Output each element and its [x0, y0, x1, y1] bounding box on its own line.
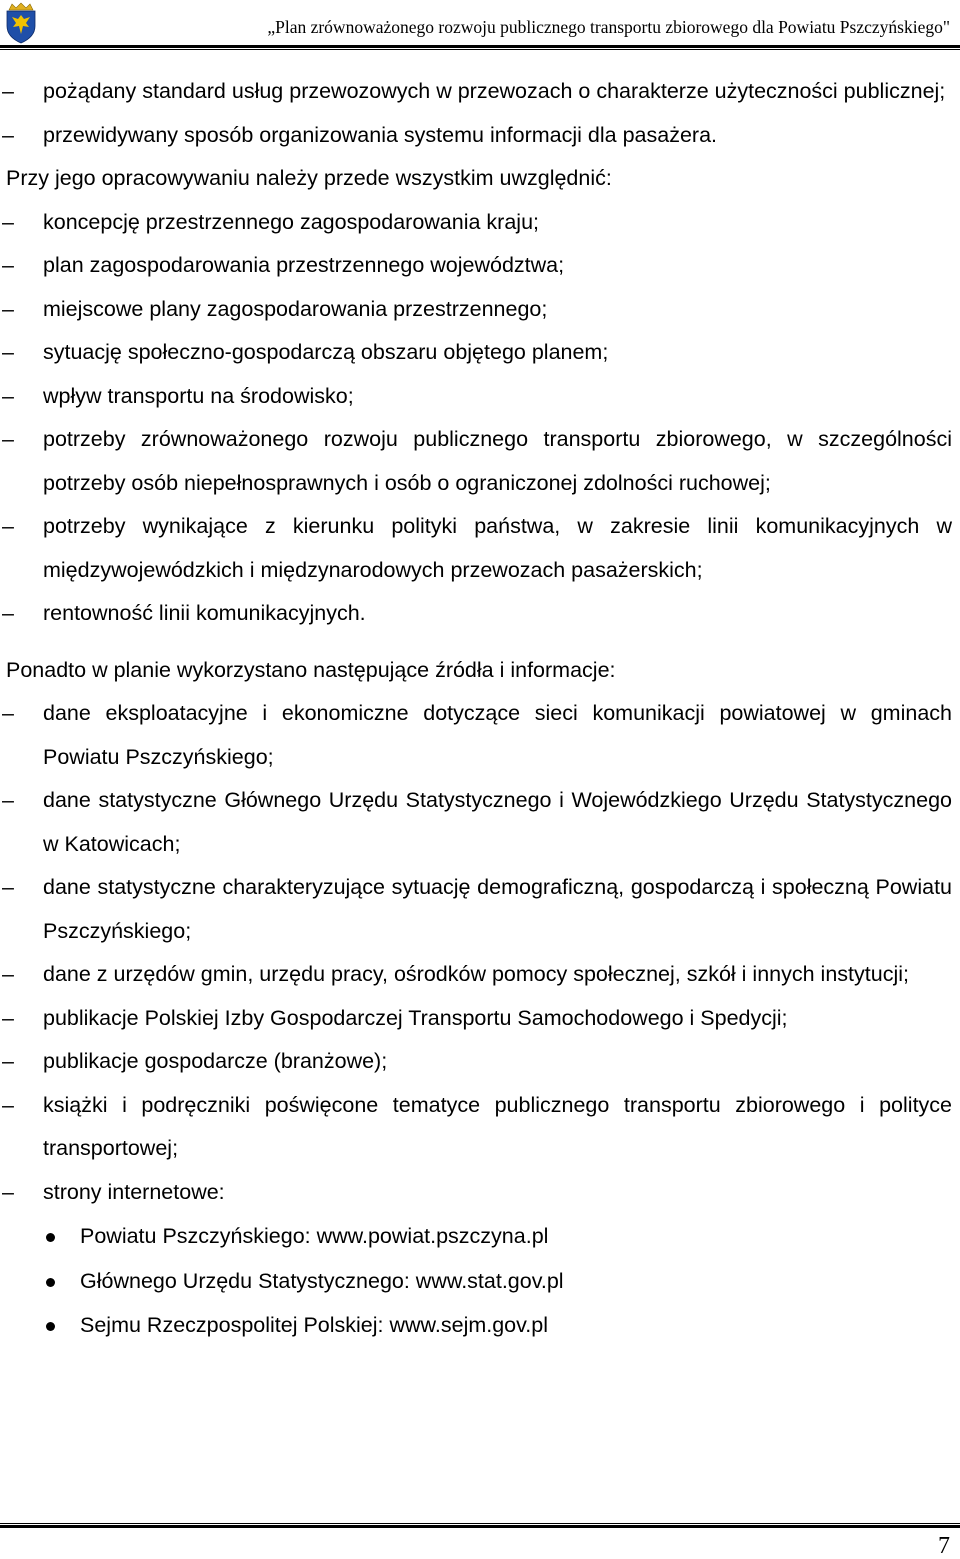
list-item: – plan zagospodarowania przestrzennego województwa; [0, 244, 952, 288]
page-content [0, 70, 952, 1348]
bullet-icon [46, 1278, 55, 1287]
list-item: – potrzeby wynikające z kierunku polityki państwa, w zakresie linii komunikacyjnych w międzywojewódzkich i międzynarodowych przewozach pasażerskich; [0, 505, 952, 592]
dash-marker: – [2, 296, 14, 321]
considerations-list [0, 201, 952, 636]
paragraph-considerations: Przy jego opracowywaniu należy przede wszystkim uwzględnić: [6, 166, 612, 190]
list-item: – dane eksploatacyjne i ekonomiczne dotyczące sieci komunikacji powiatowej w gminach Powiatu Pszczyńskiego; [0, 692, 952, 779]
dash-marker: – [2, 1179, 14, 1204]
list-item: – dane statystyczne Głównego Urzędu Statystycznego i Wojewódzkiego Urzędu Statystycznego w Katowicach; [0, 779, 952, 866]
paragraph-sources: Ponadto w planie wykorzystano następujące źródła i informacje: [6, 657, 616, 682]
list-item: – koncepcję przestrzennego zagospodarowania kraju; [0, 201, 952, 245]
list-item: – dane statystyczne charakteryzujące sytuację demograficzną, gospodarczą i społeczną Powiatu Pszczyńskiego; [0, 866, 952, 953]
list-item: – przewidywany sposób organizowania systemu informacji dla pasażera. [0, 114, 952, 158]
header-rule [0, 45, 960, 50]
list-item: – dane z urzędów gmin, urzędu pracy, ośrodków pomocy społecznej, szkół i innych instytucji; [0, 953, 952, 997]
page-number: 7 [938, 1533, 950, 1559]
bullet-icon [46, 1233, 55, 1242]
dash-marker: – [2, 1049, 14, 1073]
dash-marker: – [2, 1092, 14, 1117]
list-item: – sytuację społeczno-gospodarczą obszaru objętego planem; [0, 331, 952, 375]
list-item: Powiatu Pszczyńskiego: www.powiat.pszczyna.pl [0, 1215, 952, 1259]
dash-marker: – [2, 427, 14, 451]
dash-marker: – [2, 875, 14, 899]
document-title: „Plan zrównoważonego rozwoju publicznego transportu zbiorowego dla Powiatu Pszczyńskiego" [267, 17, 950, 37]
dash-marker: – [2, 340, 14, 364]
websites-list [0, 1215, 952, 1348]
list-item: – publikacje gospodarcze (branżowe); [0, 1040, 952, 1084]
footer-rule [0, 1523, 960, 1528]
dash-marker: – [2, 514, 14, 538]
dash-marker: – [2, 788, 14, 812]
list-item: Sejmu Rzeczpospolitej Polskiej: www.sejm.gov.pl [0, 1304, 952, 1348]
page-header [0, 0, 960, 50]
list-item: – potrzeby zrównoważonego rozwoju publicznego transportu zbiorowego, w szczególności potrzeby osób niepełnosprawnych i osób o ograniczonej zdolności ruchowej; [0, 418, 952, 505]
list-item: – książki i podręczniki poświęcone tematyce publicznego transportu zbiorowego i polityce transportowej; [0, 1084, 952, 1171]
list-item: – strony internetowe: [0, 1171, 952, 1215]
list-item: – miejscowe plany zagospodarowania przestrzennego; [0, 288, 952, 332]
dash-marker: – [2, 701, 14, 725]
dash-marker: – [2, 1005, 14, 1030]
list-item: – rentowność linii komunikacyjnych. [0, 592, 952, 636]
plan-contents-list [0, 70, 952, 157]
coat-of-arms-icon [4, 2, 38, 44]
dash-marker: – [2, 209, 14, 234]
bullet-icon [46, 1322, 55, 1331]
dash-marker: – [2, 122, 14, 147]
dash-marker: – [2, 601, 14, 625]
dash-marker: – [2, 962, 14, 986]
dash-marker: – [2, 383, 14, 408]
list-item: – wpływ transportu na środowisko; [0, 375, 952, 419]
sources-list [0, 692, 952, 1214]
list-item: – publikacje Polskiej Izby Gospodarczej Transportu Samochodowego i Spedycji; [0, 997, 952, 1041]
list-item: Głównego Urzędu Statystycznego: www.stat.gov.pl [0, 1260, 952, 1304]
list-item: – pożądany standard usług przewozowych w przewozach o charakterze użyteczności publicznej; [0, 70, 952, 114]
dash-marker: – [2, 79, 14, 103]
dash-marker: – [2, 253, 14, 277]
